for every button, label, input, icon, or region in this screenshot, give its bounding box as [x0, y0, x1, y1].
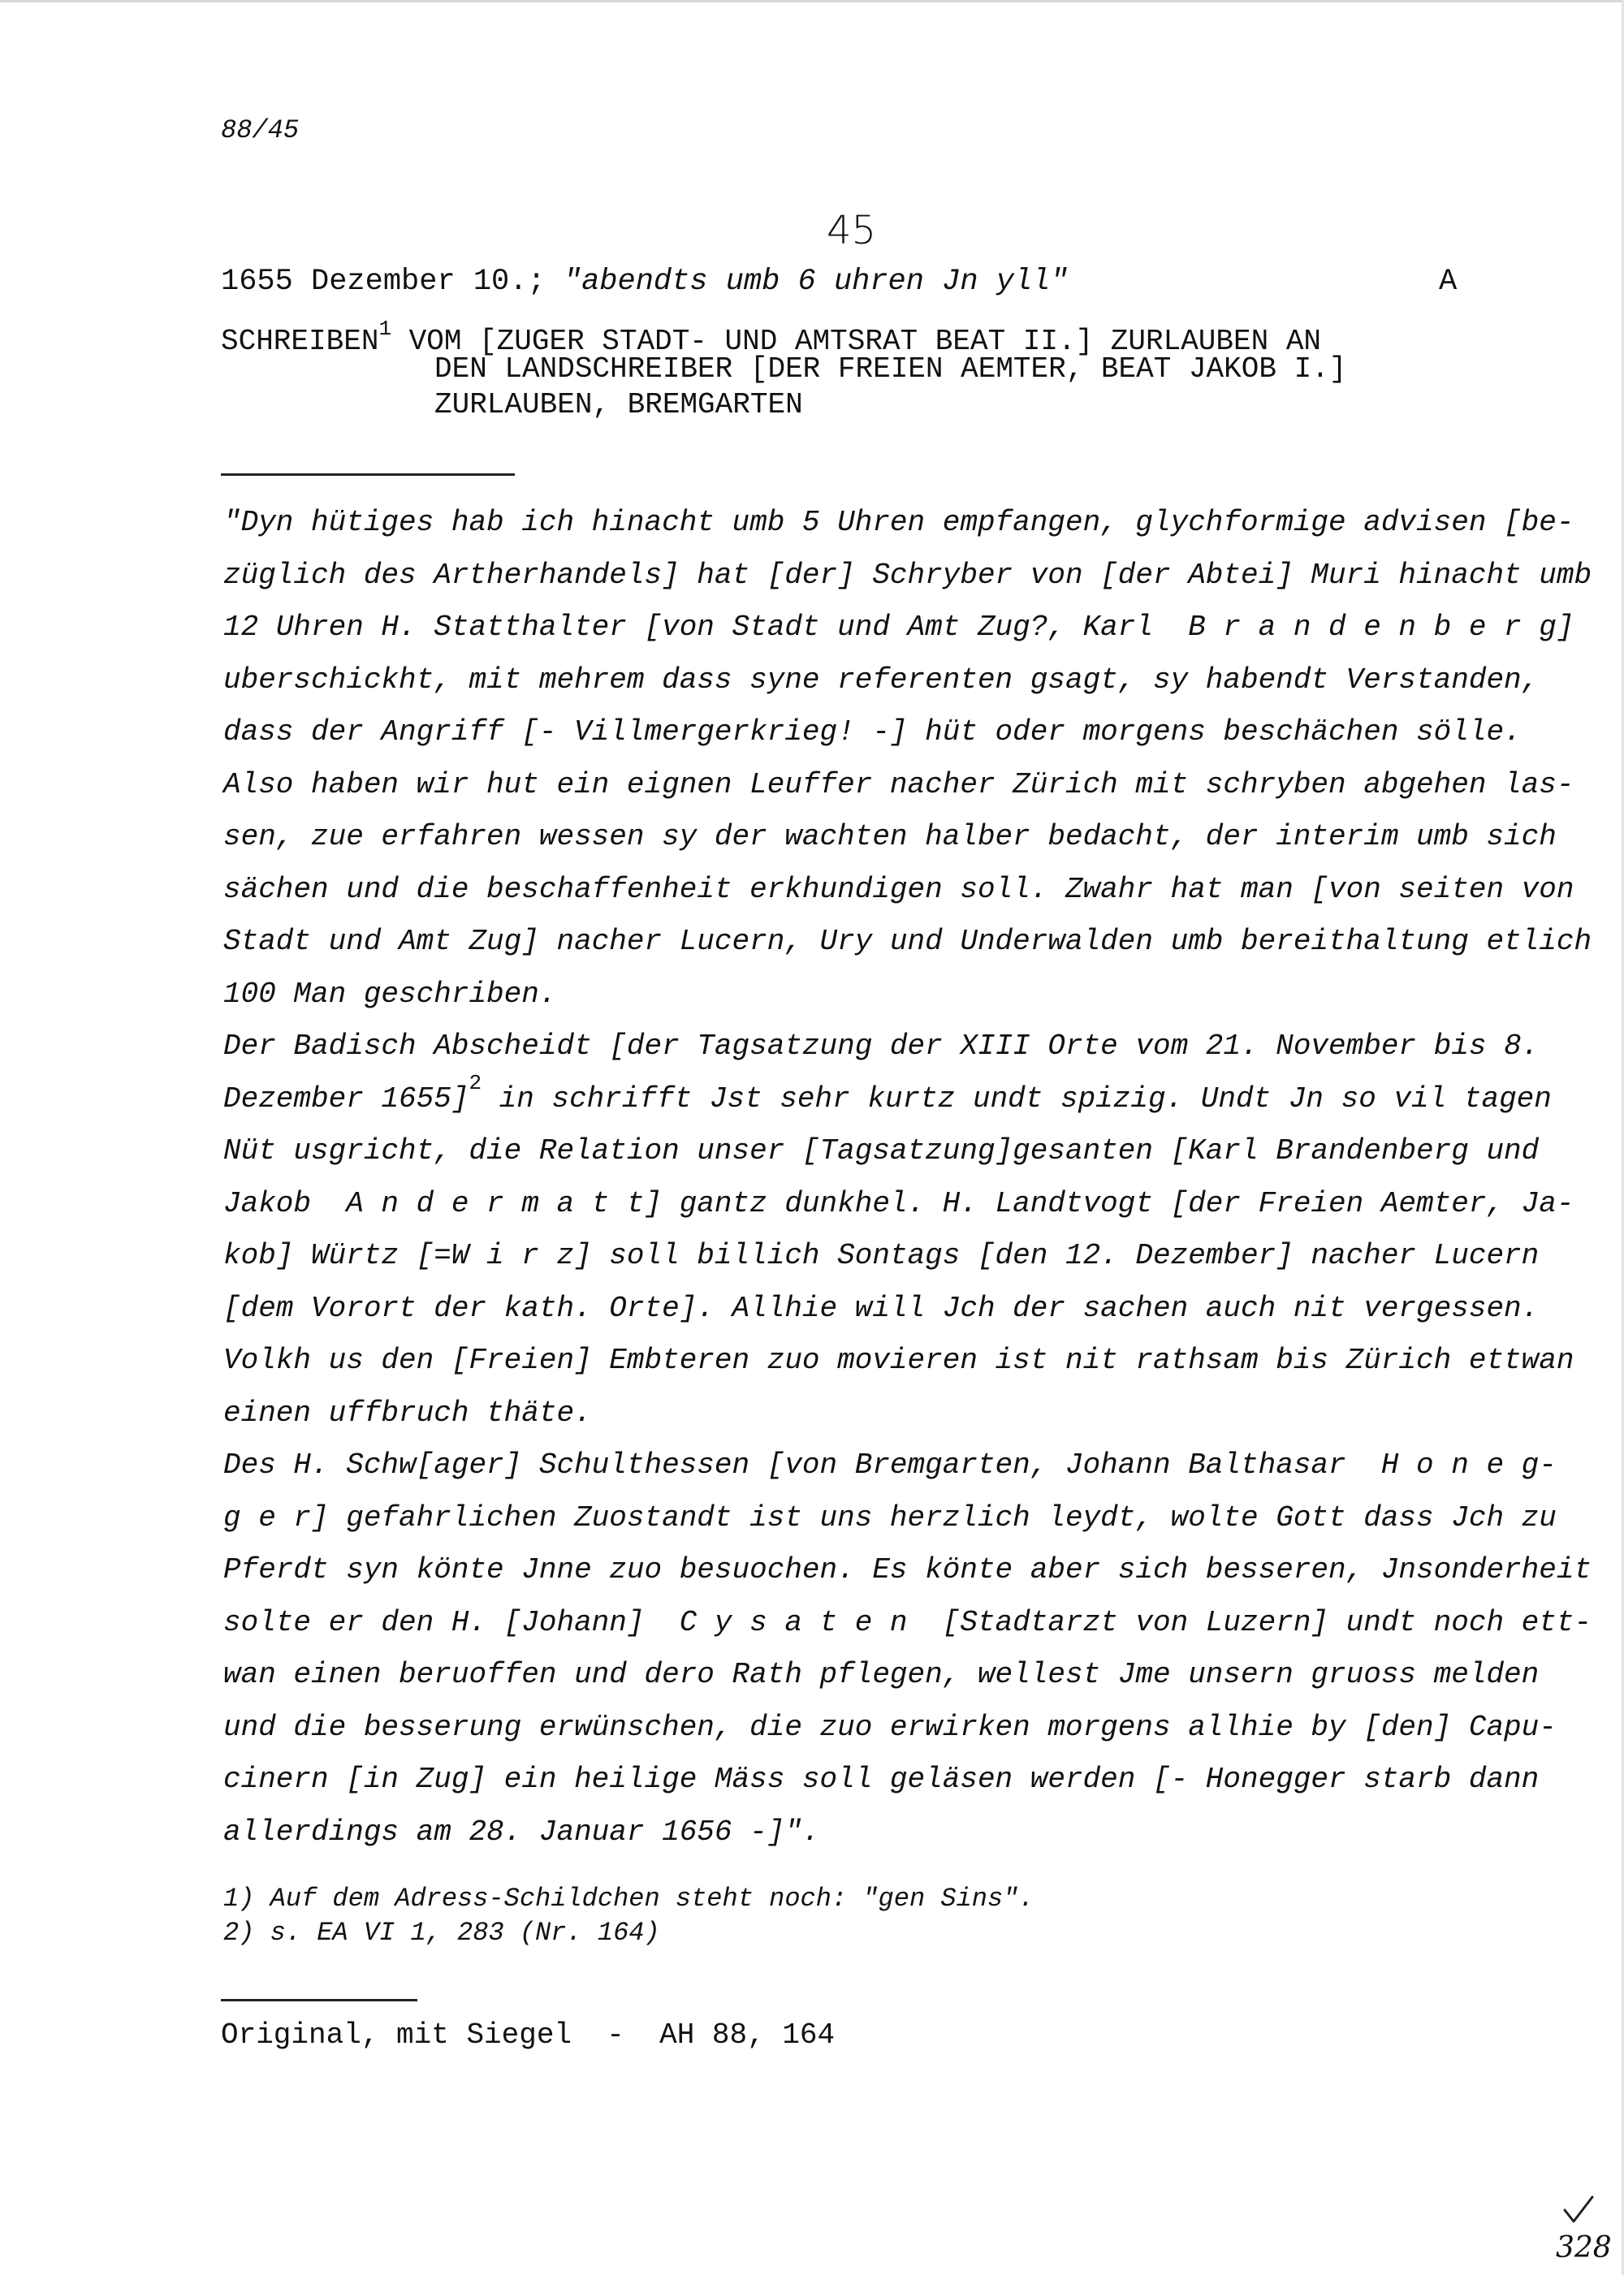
body-line: Der Badisch Abscheidt [der Tagsatzung der XIII Orte vom 21. November bis 8.	[223, 1030, 1540, 1063]
document-date: 1655 Dezember 10.;	[221, 265, 546, 299]
heading-line-3: ZURLAUBEN, BREMGARTEN	[434, 388, 803, 421]
body-line: wan einen beruoffen und dero Rath pflegen, wellest Jme unsern gruoss melden	[223, 1658, 1540, 1691]
document-number: 45	[827, 208, 877, 253]
body-line: Pferdt syn könte Jnne zuo besuochen. Es könte aber sich besseren, Jnsonderheit	[223, 1553, 1592, 1586]
body-line: Also haben wir hut ein eignen Leuffer nacher Zürich mit schryben abgehen las-	[223, 767, 1574, 801]
letter-body	[223, 497, 1592, 1858]
body-line: Stadt und Amt Zug] nacher Lucern, Ury und Underwalden umb bereithaltung etlich	[223, 925, 1592, 958]
body-line	[223, 1070, 1552, 1126]
heading-line-1-rest: VOM [ZUGER STADT- UND AMTSRAT BEAT II.] ZURLAUBEN AN	[391, 325, 1322, 358]
body-line: Des H. Schw[ager] Schulthessen [von Bremgarten, Johann Balthasar H o n e g-	[223, 1448, 1557, 1482]
divider-top	[221, 473, 515, 476]
body-line: "Dyn hütiges hab ich hinacht umb 5 Uhren empfangen, glychformige advisen [be-	[223, 506, 1574, 539]
body-line: einen uffbruch thäte.	[223, 1396, 592, 1430]
body-line: sächen und die beschaffenheit erkhundigen soll. Zwahr hat man [von seiten von	[223, 872, 1574, 906]
body-line: kob] Würtz [=W i r z] soll billich Sontags [den 12. Dezember] nacher Lucern	[223, 1239, 1540, 1272]
document-letter: A	[1439, 265, 1458, 299]
checkmark-icon	[1562, 2195, 1595, 2225]
body-text: in schrifft Jst sehr kurtz undt spizig. Undt Jn so vil tagen	[482, 1081, 1552, 1116]
page-number: 328	[1556, 2231, 1612, 2264]
body-line: dass der Angriff [- Villmergerkrieg! -] hüt oder morgens beschächen sölle.	[223, 715, 1522, 749]
source-note: Original, mit Siegel - AH 88, 164	[221, 2018, 836, 2052]
body-text: Dezember 1655]	[223, 1081, 469, 1116]
body-line: Volkh us den [Freien] Embteren zuo movieren ist nit rathsam bis Zürich ettwan	[223, 1344, 1574, 1377]
body-line: cinern [in Zug] ein heilige Mäss soll geläsen werden [- Honegger starb dann	[223, 1763, 1540, 1796]
body-line: und die besserung erwünschen, die zuo erwirken morgens allhie by [den] Capu-	[223, 1710, 1557, 1744]
body-line: Nüt usgricht, die Relation unser [Tagsatzung]gesanten [Karl Brandenberg und	[223, 1134, 1540, 1168]
document-reference: 88/45	[221, 115, 300, 145]
body-line: allerdings am 28. Januar 1656 -]".	[223, 1815, 820, 1849]
footnotes	[223, 1882, 1034, 1950]
body-line: sen, zue erfahren wessen sy der wachten halber bedacht, der interim umb sich	[223, 820, 1557, 853]
body-line: 100 Man geschriben.	[223, 977, 557, 1011]
body-line: 12 Uhren H. Statthalter [von Stadt und Amt Zug?, Karl B r a n d e n b e r g]	[223, 611, 1574, 644]
body-line: g e r] gefahrlichen Zuostandt ist uns herzlich leydt, wolte Gott dass Jch zu	[223, 1500, 1557, 1535]
footnote-1: 1) Auf dem Adress-Schildchen steht noch: "gen Sins".	[223, 1884, 1034, 1914]
body-line: Jakob A n d e r m a t t] gantz dunkhel. H. Landtvogt [der Freien Aemter, Ja-	[223, 1186, 1574, 1220]
body-line: züglich des Artherhandels] hat [der] Schryber von [der Abtei] Muri hinacht umb	[223, 558, 1592, 592]
body-line: solte er den H. [Johann] C y s a t e n [Stadtarzt von Luzern] undt noch ett-	[223, 1605, 1592, 1639]
divider-bottom	[221, 1999, 417, 2001]
footnote-2: 2) s. EA VI 1, 283 (Nr. 164)	[223, 1918, 660, 1948]
footnote-mark-2: 2	[469, 1070, 482, 1095]
page-border-top	[0, 0, 1624, 2]
heading-line-2: DEN LANDSCHREIBER [DER FREIEN AEMTER, BEAT JAKOB I.]	[434, 352, 1347, 386]
footnote-mark-1: 1	[378, 317, 392, 341]
heading-word: SCHREIBEN	[221, 325, 379, 358]
time-note: "abendts umb 6 uhren Jn yll"	[563, 265, 1069, 299]
body-line: [dem Vorort der kath. Orte]. Allhie will Jch der sachen auch nit vergessen.	[223, 1291, 1540, 1325]
body-line: uberschickht, mit mehrem dass syne referenten gsagt, sy habendt Verstanden,	[223, 663, 1540, 697]
date-line	[221, 265, 1463, 299]
